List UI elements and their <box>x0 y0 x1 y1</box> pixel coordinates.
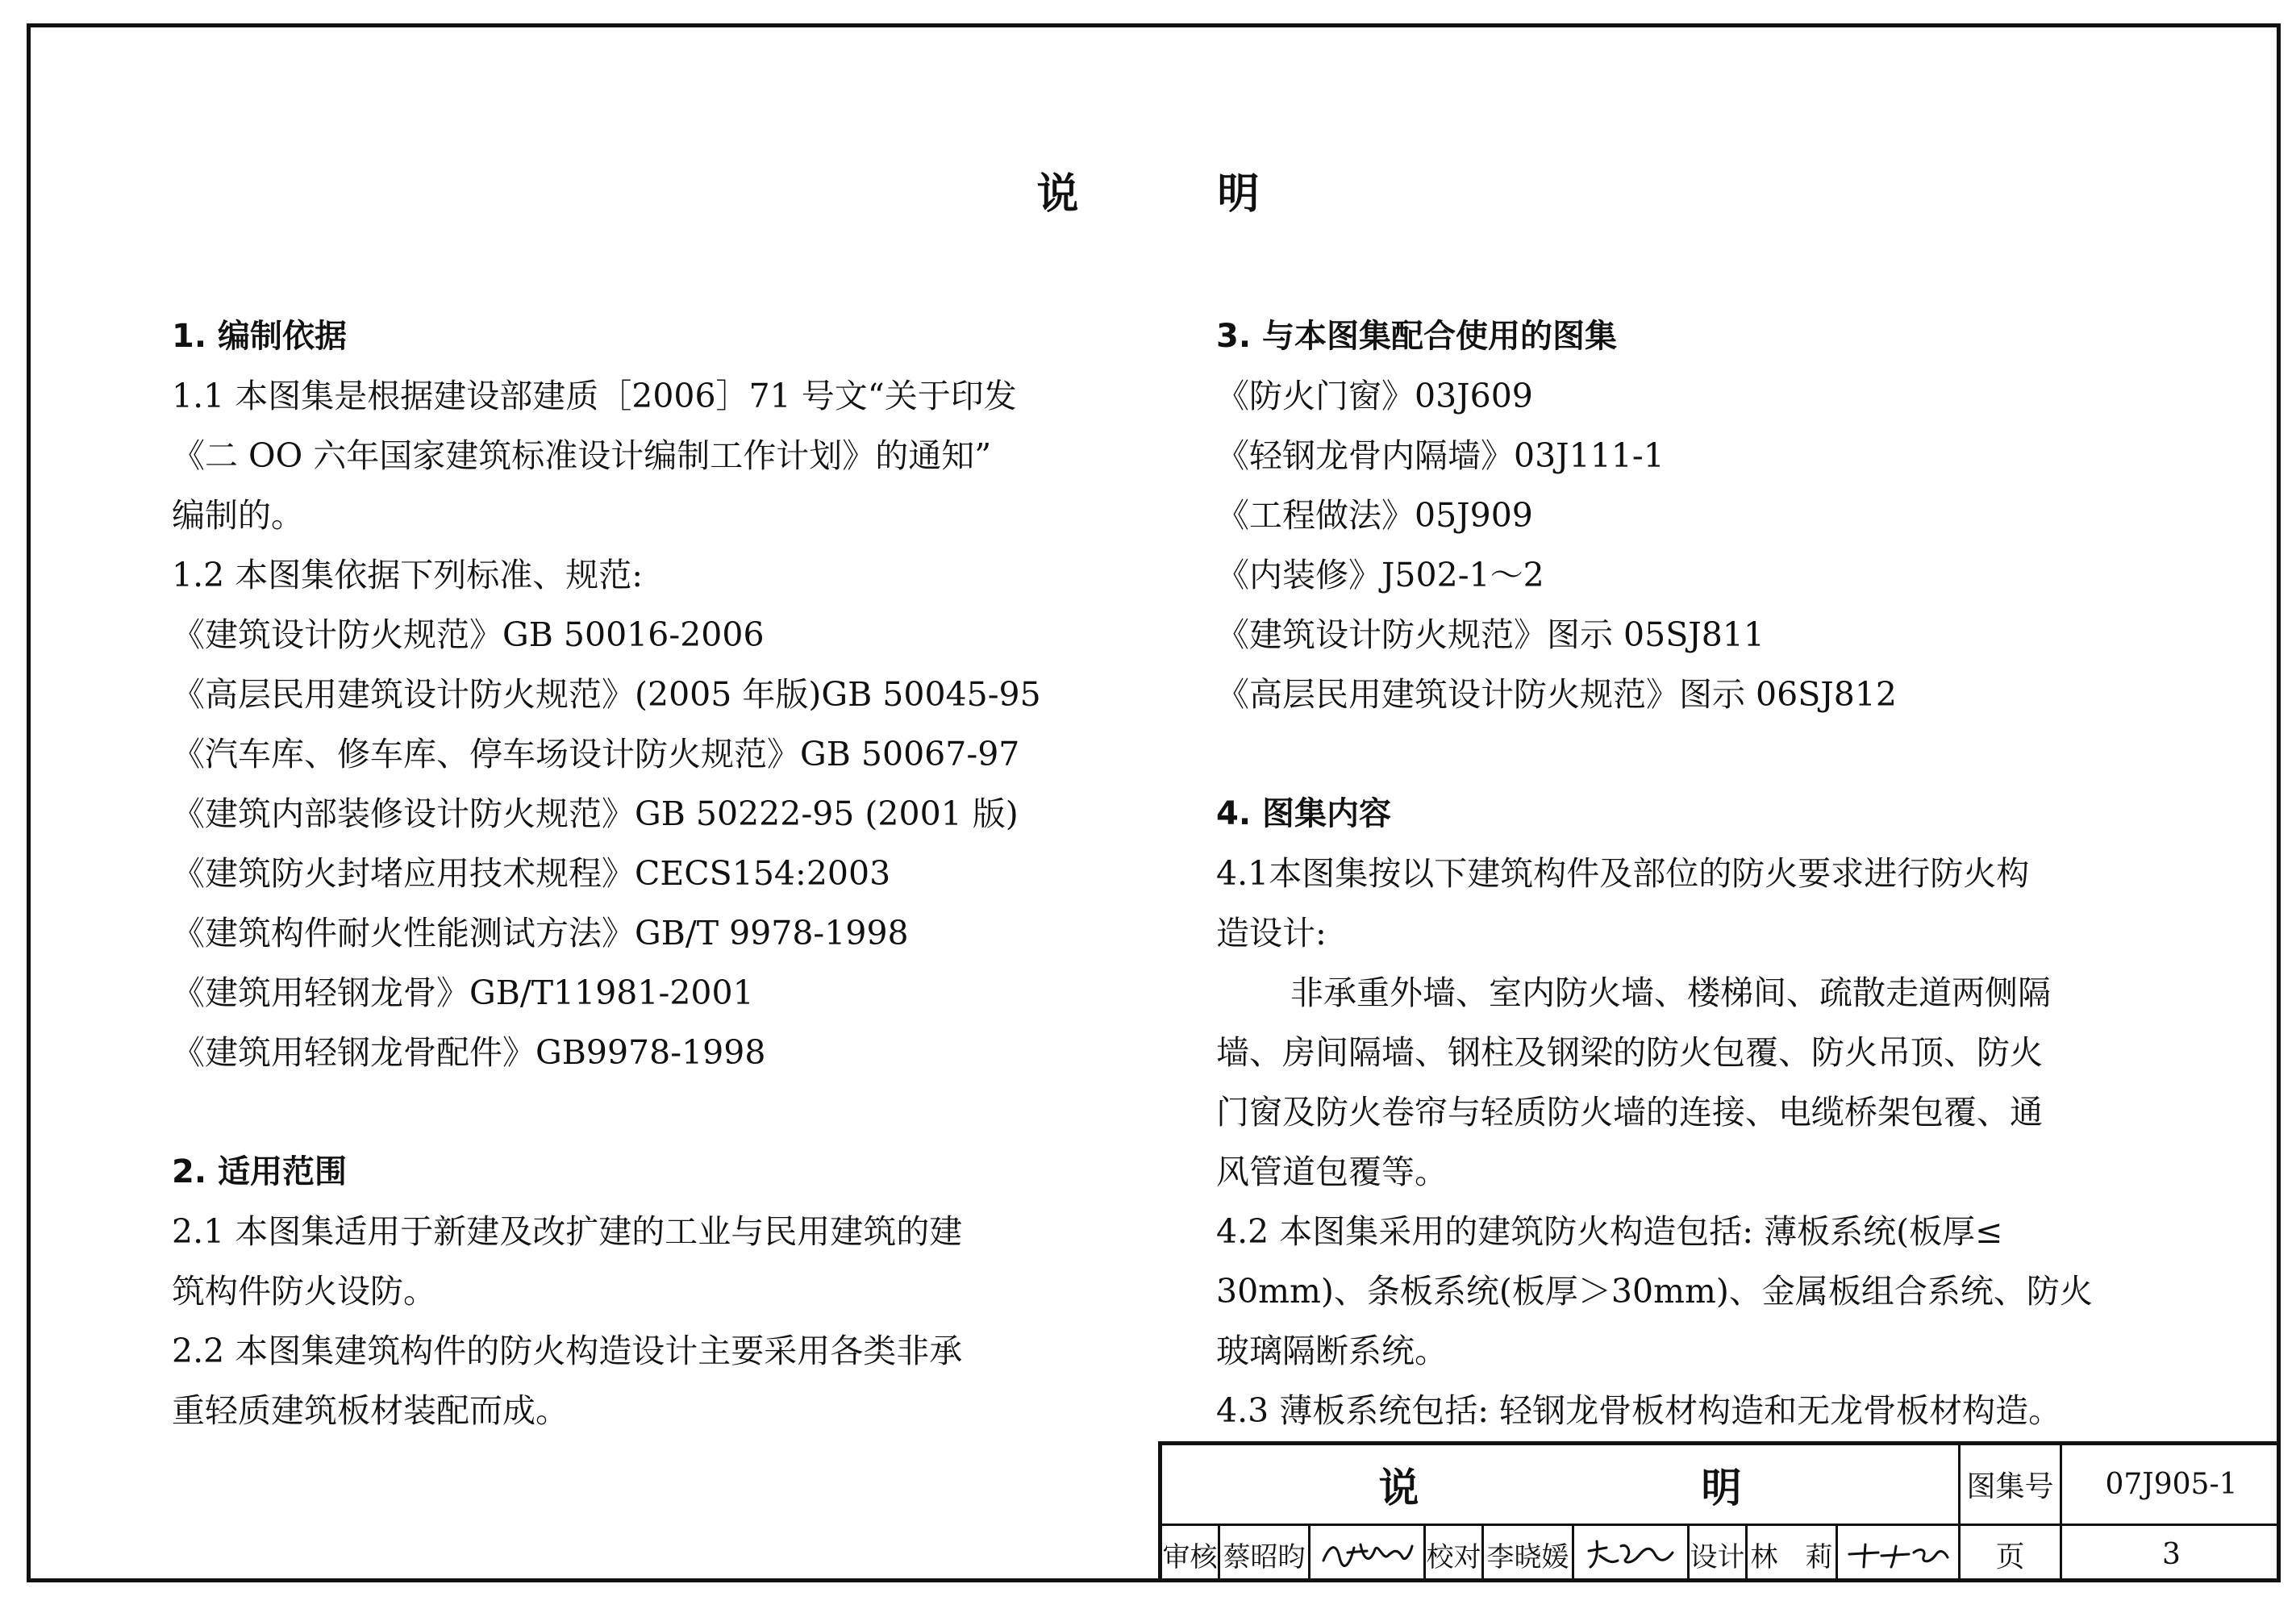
page-label-cell <box>1961 1526 2062 1582</box>
section-4-line: 4.1本图集按以下建筑构件及部位的防火要求进行防火构 <box>1216 854 2030 893</box>
atlas-number-cell <box>2062 1445 2281 1524</box>
section-1-line: 1.2 本图集依据下列标准、规范: <box>172 556 644 594</box>
designer-name-cell <box>1748 1526 1838 1582</box>
standard-reference: 《高层民用建筑设计防火规范》(2005 年版)GB 50045-95 <box>172 675 1041 714</box>
reviewer-signature-mark <box>1319 1536 1415 1572</box>
check-label-cell <box>1426 1526 1484 1582</box>
design-label: 设计 <box>1690 1540 1745 1574</box>
title-block-title: 说 明 <box>1378 1464 1863 1511</box>
section-4-line: 门窗及防火卷帘与轻质防火墙的连接、电缆桥架包覆、通 <box>1216 1093 2043 1132</box>
section-2-line: 2.1 本图集适用于新建及改扩建的工业与民用建筑的建 <box>172 1212 963 1251</box>
checker-signature-mark <box>1582 1536 1679 1572</box>
reviewer-signature <box>1311 1526 1426 1582</box>
standard-reference: 《建筑防火封堵应用技术规程》CECS154:2003 <box>172 854 891 893</box>
atlas-reference: 《防火门窗》03J609 <box>1216 377 1533 415</box>
section-4-line: 30mm)、条板系统(板厚＞30mm)、金属板组合系统、防火 <box>1216 1272 2093 1311</box>
section-1-heading: 1. 编制依据 <box>172 318 347 355</box>
review-label-cell <box>1162 1526 1220 1582</box>
designer-signature-mark <box>1846 1536 1951 1572</box>
standard-reference: 《汽车库、修车库、停车场设计防火规范》GB 50067-97 <box>172 735 1020 773</box>
checker-name-cell <box>1484 1526 1574 1582</box>
page-title: 说 明 <box>1036 170 1308 219</box>
standard-reference: 《建筑用轻钢龙骨配件》GB9978-1998 <box>172 1033 766 1072</box>
section-2-heading: 2. 适用范围 <box>172 1153 347 1190</box>
checker-name: 李晓媛 <box>1486 1540 1569 1574</box>
atlas-number: 07J905-1 <box>2105 1468 2238 1501</box>
section-4-line: 非承重外墙、室内防火墙、楼梯间、疏散走道两侧隔 <box>1290 973 2051 1012</box>
title-block-row-signatures <box>1162 1526 2281 1582</box>
section-4-line: 风管道包覆等。 <box>1216 1153 1448 1191</box>
atlas-reference: 《轻钢龙骨内隔墙》03J111-1 <box>1216 436 1665 475</box>
section-1-line: 1.1 本图集是根据建设部建质［2006］71 号文“关于印发 <box>172 377 1017 415</box>
reviewer-name-cell <box>1220 1526 1311 1582</box>
title-block-row-main <box>1162 1445 2281 1526</box>
section-4-line: 玻璃隔断系统。 <box>1216 1332 1448 1370</box>
standard-reference: 《建筑构件耐火性能测试方法》GB/T 9978-1998 <box>172 914 909 952</box>
section-4-line: 墙、房间隔墙、钢柱及钢梁的防火包覆、防火吊顶、防火 <box>1216 1033 2043 1072</box>
page-number-cell <box>2062 1526 2281 1582</box>
section-1-line: 编制的。 <box>172 496 304 535</box>
title-block-title-cell <box>1162 1445 1961 1524</box>
title-block <box>1158 1441 2281 1582</box>
standard-reference: 《建筑用轻钢龙骨》GB/T11981-2001 <box>172 973 754 1012</box>
section-4-line: 4.3 薄板系统包括: 轻钢龙骨板材构造和无龙骨板材构造。 <box>1216 1391 2062 1430</box>
section-2-line: 2.2 本图集建筑构件的防火构造设计主要采用各类非承 <box>172 1332 963 1370</box>
left-column <box>172 306 1188 1440</box>
designer-signature <box>1838 1526 1961 1582</box>
page-label: 页 <box>1995 1540 2025 1574</box>
section-4-heading: 4. 图集内容 <box>1216 795 1391 832</box>
review-label: 审核 <box>1162 1540 1218 1574</box>
section-2-line: 重轻质建筑板材装配而成。 <box>172 1391 569 1430</box>
page-number: 3 <box>2162 1537 2181 1571</box>
section-2-line: 筑构件防火设防。 <box>172 1272 436 1311</box>
atlas-reference: 《建筑设计防火规范》图示 05SJ811 <box>1216 615 1765 654</box>
check-label: 校对 <box>1426 1540 1481 1574</box>
right-column <box>1216 306 2160 1440</box>
atlas-reference: 《高层民用建筑设计防火规范》图示 06SJ812 <box>1216 675 1897 714</box>
section-4-line: 造设计: <box>1216 914 1327 952</box>
section-4-line: 4.2 本图集采用的建筑防火构造包括: 薄板系统(板厚≤ <box>1216 1212 2003 1251</box>
designer-name: 林 莉 <box>1750 1540 1833 1574</box>
checker-signature <box>1574 1526 1690 1582</box>
atlas-number-label-cell <box>1961 1445 2062 1524</box>
atlas-reference: 《内装修》J502-1～2 <box>1216 556 1544 594</box>
atlas-number-label: 图集号 <box>1966 1470 2054 1503</box>
standard-reference: 《建筑设计防火规范》GB 50016-2006 <box>172 615 765 654</box>
atlas-reference: 《工程做法》05J909 <box>1216 496 1533 535</box>
section-3-heading: 3. 与本图集配合使用的图集 <box>1216 318 1617 355</box>
section-1-line: 《二 OO 六年国家建筑标准设计编制工作计划》的通知” <box>172 436 992 475</box>
design-label-cell <box>1690 1526 1748 1582</box>
standard-reference: 《建筑内部装修设计防火规范》GB 50222-95 (2001 版) <box>172 794 1019 833</box>
reviewer-name: 蔡昭昀 <box>1223 1540 1306 1574</box>
